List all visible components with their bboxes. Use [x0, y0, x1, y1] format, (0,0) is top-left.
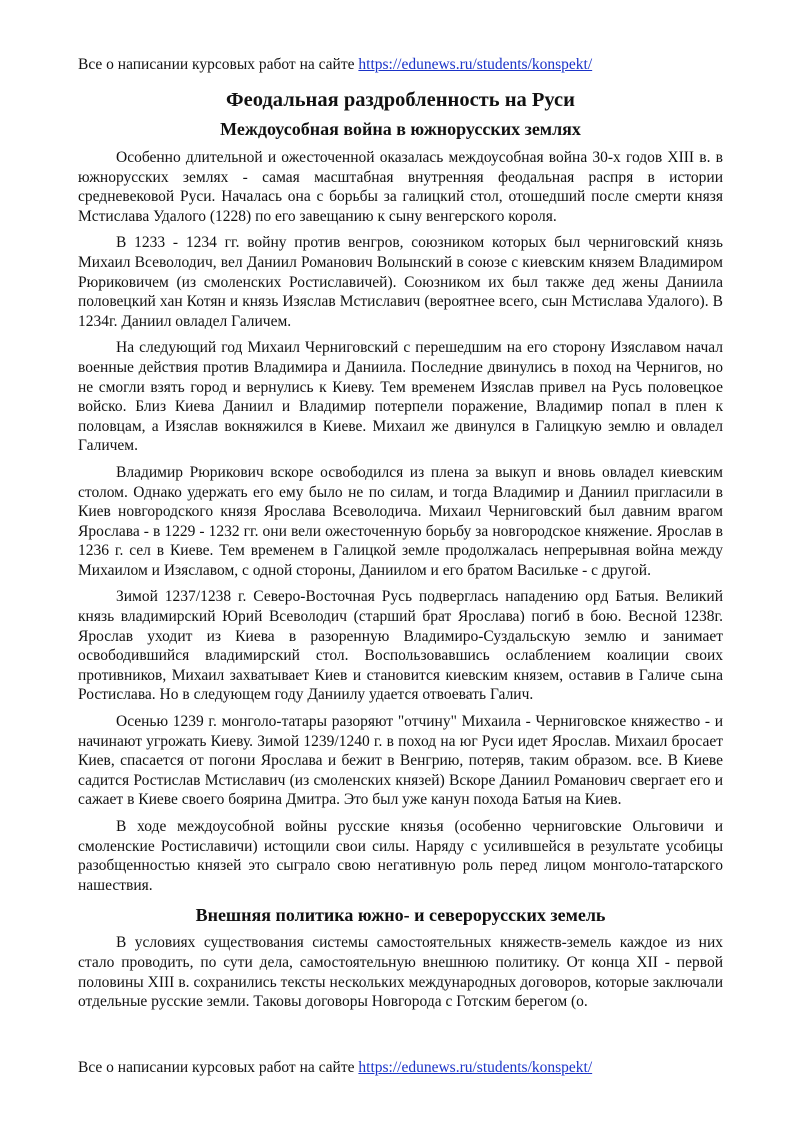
paragraph: Осенью 1239 г. монголо-татары разоряют "отчину" Михаила - Черниговское княжество - и начинают угрожать Киеву. Зимой 1239/1240 г. в поход на юг Руси идет Ярослав. Михаил бросает Киев, спасается от погони Ярослава и бежит в Венгрию, потеряв, таким образом. все. В Киеве садится Ростислав Мстиславич (из смоленских князей) Вскоре Даниил Романович свергает его и сажает в Киеве своего боярина Дмитра. Это был уже канун похода Батыя на Киев. [78, 713, 723, 809]
page-footer [78, 1059, 592, 1077]
page-header [78, 56, 592, 74]
section-heading-foreign-policy: Внешняя политика южно- и северорусских земель [195, 905, 606, 926]
paragraph: В условиях существования системы самостоятельных княжеств-земель каждое из них стало проводить, по сути дела, самостоятельную внешнюю политику. От конца XII - первой половины XIII в. сохранились тексты нескольких международных договоров, которые заключали отдельные русские земли. Таковы договоры Новгорода с Готским берегом (о. [78, 934, 723, 1011]
section-heading-internecine-war: Междоусобная война в южнорусских землях [220, 119, 581, 139]
paragraph: В 1233 - 1234 гг. войну против венгров, союзником которых был черниговский князь Михаил Всеволодич, вел Даниил Романович Волынский в союзе с киевским князем Владимиром Рюриковичем (из смоленских Ростиславичей). Союзником их был также дед жены Даниила половецкий хан Котян и князь Изяслав Мстиславич (вероятнее всего, сын Мстислава Удалого). В 1234г. Даниил овладел Галичем. [78, 234, 723, 330]
paragraph: В ходе междоусобной войны русские князья (особенно черниговские Ольговичи и смоленские Ростиславичи) истощили свои силы. Наряду с усилившейся в результате усобицы разобщенностью князей это сыграло свою негативную роль перед лицом монголо-татарского нашествия. [78, 818, 723, 894]
paragraph: Особенно длительной и ожесточенной оказалась междоусобная война 30-х годов XIII в. в южнорусских землях - самая масштабная внутренняя феодальная распря в истории средневековой Руси. Началась она с борьбы за галицкий стол, отошедший после смерти князя Мстислава Удалого (1228) по его завещанию к сыну венгерского короля. [78, 149, 723, 225]
footer-link[interactable]: https://edunews.ru/students/konspekt/ [358, 1059, 593, 1076]
document-title: Феодальная раздробленность на Руси [226, 89, 575, 111]
paragraph: Зимой 1237/1238 г. Северо-Восточная Русь подверглась нападению орд Батыя. Великий князь владимирский Юрий Всеволодич (старший брат Ярослава) погиб в бою. Весной 1238г. Ярослав уходит из Киева в разоренную Владимиро-Суздальскую землю и занимает освободившийся владимирский стол. Воспользовавшись ослаблением коалиции своих противников, Михаил захватывает Киев и становится киевским князем, оставив в Галиче сына Ростислава. Но в следующем году Даниилу удается отвоевать Галич. [78, 588, 723, 704]
document-body [78, 87, 723, 1019]
header-text: Все о написании курсовых работ на сайте [78, 56, 359, 73]
paragraph: На следующий год Михаил Черниговский с перешедшим на его сторону Изяславом начал военные действия против Владимира и Даниила. Последние двинулись в поход на Чернигов, но не смогли взять город и вернулись к Киеву. Тем временем Изяслав привел на Русь половецкое войско. Близ Киева Даниил и Владимир потерпели поражение, Владимир попал в плен к половцам, а Изяслав вокняжился в Киеве. Михаил же двинулся в Галицкую землю и овладел Галичем. [78, 339, 723, 455]
footer-text: Все о написании курсовых работ на сайте [78, 1059, 359, 1076]
header-link[interactable]: https://edunews.ru/students/konspekt/ [358, 56, 593, 73]
paragraph: Владимир Рюрикович вскоре освободился из плена за выкуп и вновь овладел киевским столом. Однако удержать его ему было не по силам, и тогда Владимир и Даниил пригласили в Киев новгородского князя Ярослава Всеволодича. Михаил Черниговский был давним врагом Ярослава - в 1229 - 1232 гг. они вели ожесточенную борьбу за новгородское княжение. Ярослав в 1236 г. сел в Киеве. Тем временем в Галицкой земле продолжалась непрерывная война между Михаилом и Изяславом, с одной стороны, Даниилом и его братом Васильке - с другой. [78, 463, 723, 579]
